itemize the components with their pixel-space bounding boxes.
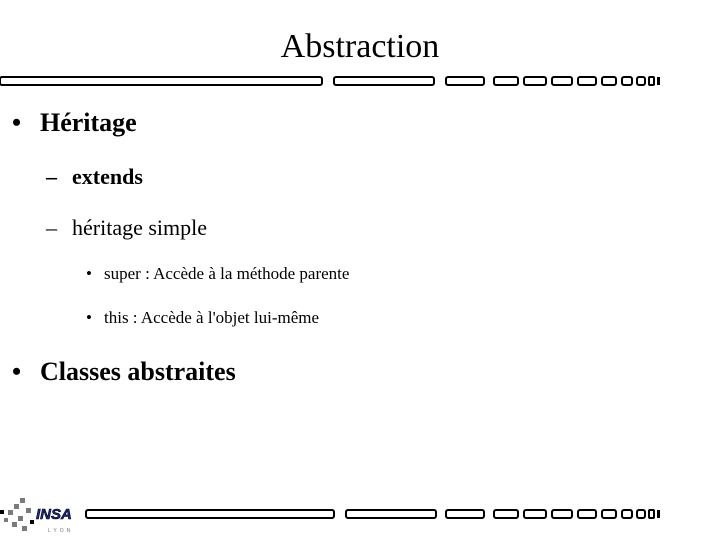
item-super xyxy=(86,264,349,284)
subbullet-extends xyxy=(46,164,143,190)
bullet-symbol: • xyxy=(86,264,92,283)
logo-dots-icon xyxy=(0,498,34,531)
slide-title: Abstraction xyxy=(280,28,440,65)
bullet-classes-abstraites-text: Classes abstraites xyxy=(40,357,236,386)
subbullet-extends-text: extends xyxy=(72,164,143,189)
dash-symbol: – xyxy=(46,215,57,240)
bullet-heritage xyxy=(12,108,137,138)
subbullet-heritage-simple xyxy=(46,215,207,241)
item-this xyxy=(86,308,319,328)
subbullet-heritage-simple-text: héritage simple xyxy=(72,215,208,240)
bullet-symbol: • xyxy=(12,357,22,386)
insa-logo xyxy=(0,494,90,536)
logo-text: INSA xyxy=(36,506,72,523)
bullet-symbol: • xyxy=(12,108,22,137)
dash-symbol: – xyxy=(46,164,57,189)
bullet-heritage-text: Héritage xyxy=(40,108,137,137)
item-super-text: super : Accède à la méthode parente xyxy=(104,264,350,283)
logo-subtext: LYON xyxy=(48,528,74,534)
bullet-classes-abstraites xyxy=(12,357,236,387)
item-this-text: this : Accède à l'objet lui-même xyxy=(104,308,320,327)
title-separator xyxy=(0,75,720,87)
bullet-symbol: • xyxy=(86,308,92,327)
footer-separator xyxy=(0,508,720,520)
